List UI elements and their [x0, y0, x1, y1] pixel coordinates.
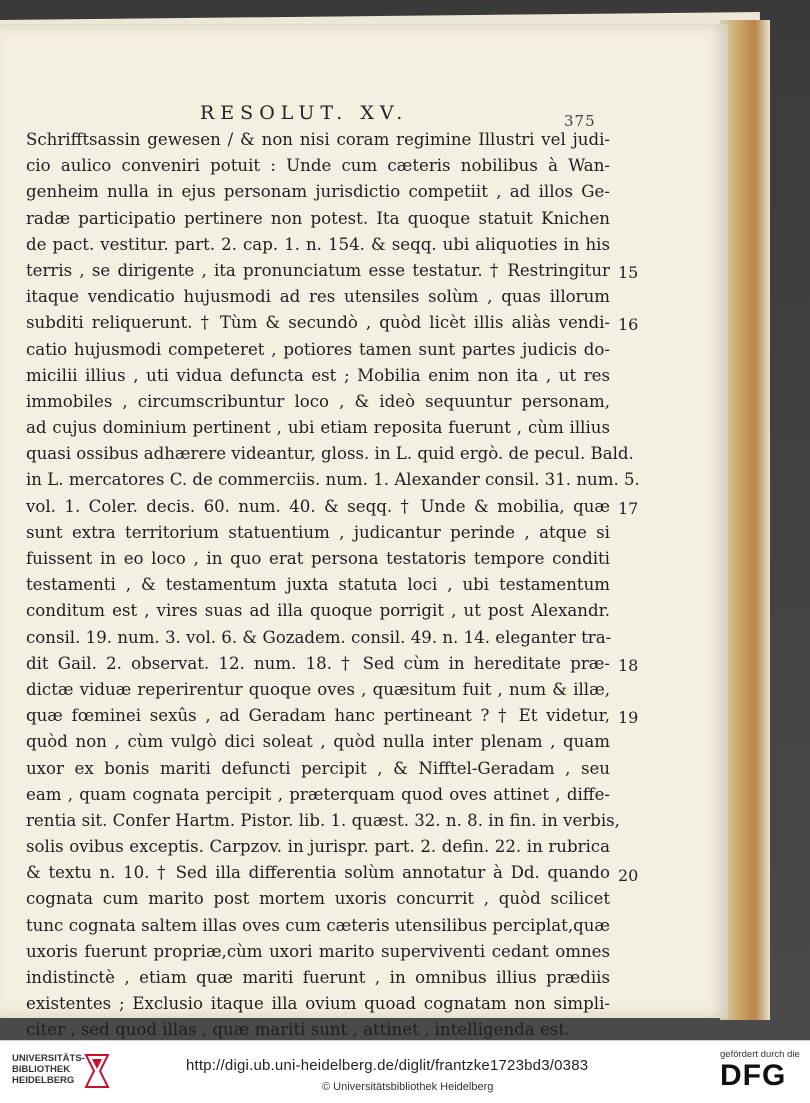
text-line: quæ fœminei sexûs , ad Geradam hanc pertineant ? † Et videtur,: [26, 706, 610, 726]
text-line: genheim nulla in ejus personam jurisdictio competiit , ad illos Ge-: [26, 182, 610, 202]
text-line: dit Gail. 2. observat. 12. num. 18. † Sed cùm in hereditate præ-: [26, 653, 610, 673]
running-head: [0, 102, 728, 130]
copyright-notice: © Universitätsbibliothek Heidelberg: [322, 1081, 494, 1093]
text-line: de pact. vestitur. part. 2. cap. 1. n. 154. & seqq. ubi aliquoties in his: [26, 234, 610, 254]
text-line: quòd non , cùm vulgò dici soleat , quòd nulla inter plenam , quam: [26, 732, 610, 752]
library-name-line: UNIVERSITÄTS-: [12, 1053, 85, 1064]
text-line: vol. 1. Coler. decis. 60. num. 40. & seqq. † Unde & mobilia, quæ: [26, 496, 610, 516]
text-line: radæ participatio pertinere non potest. Ita quoque statuit Knichen: [26, 208, 610, 228]
text-line: ad cujus dominium pertinent , ubi etiam reposita fuerunt , cùm illius: [26, 418, 610, 438]
text-line: micilii illius , uti vidua defuncta est ; Mobilia enim non ita , ut res: [26, 365, 610, 385]
text-line: indistinctè , etiam quæ mariti fuerunt , in omnibus illius prædiis: [26, 968, 610, 987]
library-name: [12, 1053, 85, 1086]
text-line: subditi reliquerunt. † Tùm & secundò , quòd licèt illis aliàs vendi-: [26, 313, 610, 333]
text-line: itaque vendicatio hujusmodi ad res utensiles solùm , quas illorum: [26, 287, 610, 307]
university-logo-icon: [82, 1051, 112, 1091]
text-line: fuissent in eo loco , in quo erat persona testatoris tempore conditi: [26, 549, 610, 568]
library-name-line: HEIDELBERG: [12, 1075, 75, 1086]
margin-number: 17: [618, 498, 639, 518]
margin-number: 18: [618, 656, 639, 675]
text-line: cognata cum marito post mortem uxoris concurrit , quòd scilicet: [26, 889, 610, 909]
library-name-line: BIBLIOTHEK: [12, 1064, 71, 1075]
text-line: existentes ; Exclusio itaque illa ovium quoad cognatam non simpli-: [26, 994, 610, 1014]
margin-number: 20: [618, 865, 639, 885]
text-line: citer , sed quod illas , quæ mariti sunt , attinet , intelligenda est.: [26, 1020, 571, 1040]
page-number: 375: [564, 112, 596, 130]
text-line: tunc cognata saltem illas oves cum cæteris utensilibus perciplat,quæ: [26, 915, 610, 935]
text-line: in L. mercatores C. de commerciis. num. 1. Alexander consil. 31. num. 5.: [26, 470, 640, 490]
margin-number: 15: [618, 263, 639, 282]
dfg-logo: DFG: [720, 1059, 787, 1092]
text-line: cio aulico conveniri potuit : Unde cum cæteris nobilibus à Wan-: [26, 156, 610, 176]
text-line: consil. 19. num. 3. vol. 6. & Gozadem. consil. 49. n. 14. eleganter tra-: [26, 627, 612, 647]
text-line: quasi ossibus adhærere videantur, gloss. in L. quid ergò. de pecul. Bald.: [26, 444, 634, 464]
running-head-title: RESOLUT. XV.: [200, 102, 409, 124]
text-line: uxor ex bonis mariti defuncti percipit , & Nifftel-Geradam , seu: [26, 758, 610, 778]
text-line: conditum est , vires suas ad illa quoque porrigit , ut post Alexandr.: [26, 601, 610, 621]
text-line: uxoris fuerunt propriæ,cùm uxori marito superviventi cedant omnes: [26, 941, 610, 961]
book-page: [0, 24, 728, 1040]
funder-caption: gefördert durch die: [720, 1049, 800, 1060]
text-line: catio hujusmodi competeret , potiores tamen sunt partes judicis do-: [26, 339, 610, 359]
text-line: Schrifftsassin gewesen / & non nisi coram regimine Illustri vel judi-: [26, 130, 610, 149]
text-line: sunt extra territorium statuentium , judicantur perinde , atque si: [26, 522, 610, 542]
text-line: terris , se dirigente , ita pronunciatum esse testatur. † Restringitur: [26, 260, 610, 280]
text-line: testamenti , & testamentum juxta statuta loci , ubi testamentum: [26, 575, 610, 595]
page-url-link[interactable]: http://digi.ub.uni-heidelberg.de/diglit/frantzke1723bd3/0383: [186, 1057, 589, 1074]
text-line: solis ovibus exceptis. Carpzov. in jurispr. part. 2. defin. 22. in rubrica: [26, 837, 610, 857]
margin-number: 19: [618, 708, 639, 728]
viewer-footer: [0, 1040, 810, 1103]
text-line: immobiles , circumscribuntur loco , & ideò sequuntur personam,: [26, 391, 610, 411]
text-line: rentia sit. Confer Hartm. Pistor. lib. 1. quæst. 32. n. 8. in fin. in verbis,: [26, 810, 620, 830]
margin-number: 16: [618, 315, 639, 335]
text-line: dictæ viduæ reperirentur quoque oves , quæsitum fuit , num & illæ,: [26, 679, 610, 699]
text-line: & textu n. 10. † Sed illa differentia solùm annotatur à Dd. quando: [26, 863, 610, 883]
text-line: eam , quam cognata percipit , præterquam quod oves attinet , diffe-: [26, 784, 610, 804]
